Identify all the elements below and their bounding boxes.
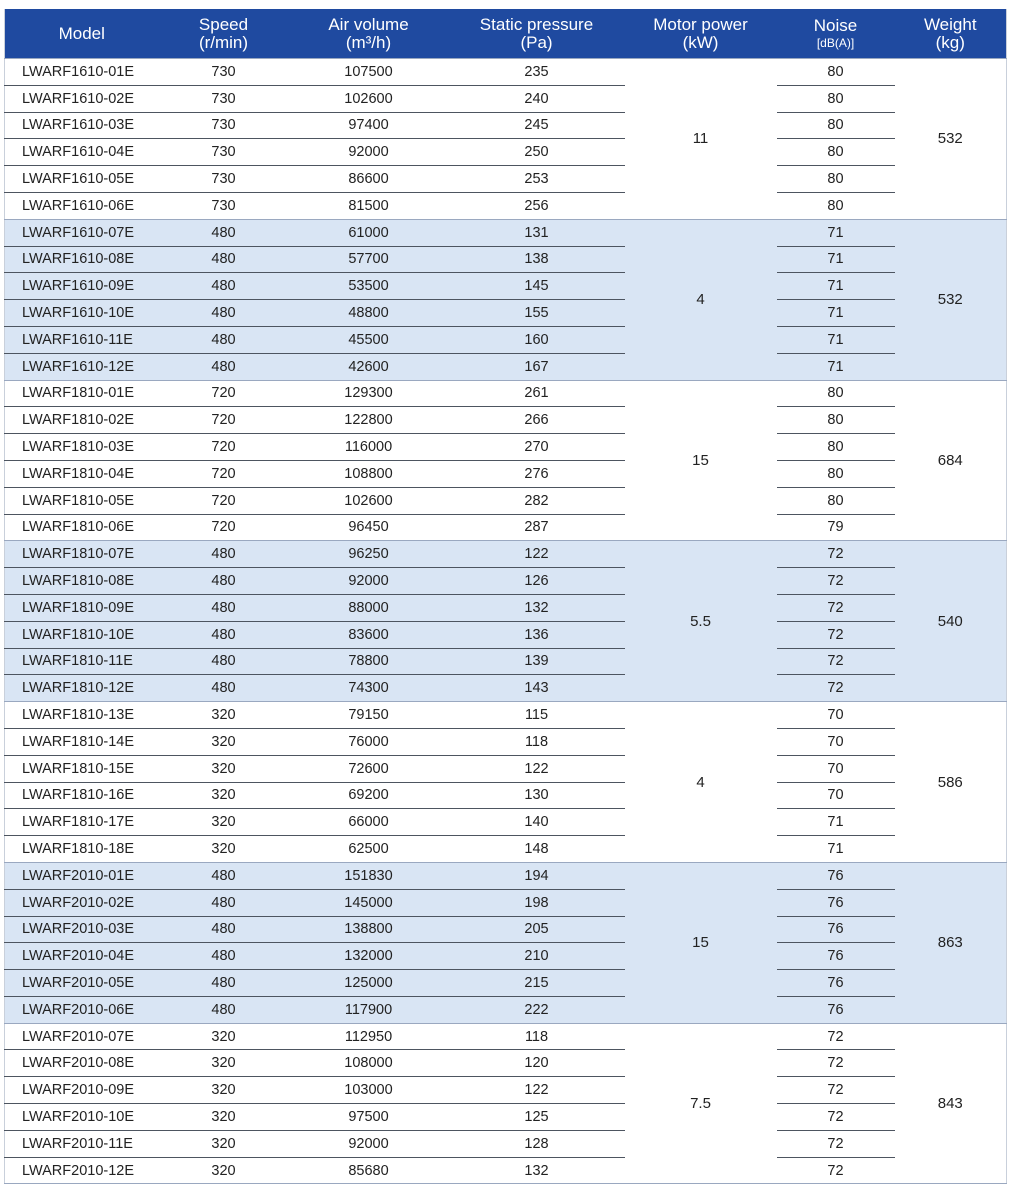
- model-cell: LWARF1810-08E: [5, 568, 159, 595]
- static-pressure-cell: 118: [449, 1023, 625, 1050]
- table-row: [5, 1077, 1007, 1104]
- air-volume-cell: 45500: [289, 326, 449, 353]
- table-row: [5, 621, 1007, 648]
- header-static-pressure: Static pressure (Pa): [449, 9, 625, 59]
- motor-power-cell: 11: [625, 59, 777, 220]
- air-volume-cell: 42600: [289, 353, 449, 380]
- model-cell: LWARF2010-12E: [5, 1157, 159, 1184]
- static-pressure-cell: 276: [449, 460, 625, 487]
- air-volume-cell: 83600: [289, 621, 449, 648]
- speed-cell: 320: [159, 1157, 289, 1184]
- air-volume-cell: 103000: [289, 1077, 449, 1104]
- noise-cell: 72: [777, 648, 895, 675]
- speed-cell: 480: [159, 273, 289, 300]
- air-volume-cell: 78800: [289, 648, 449, 675]
- noise-cell: 72: [777, 1077, 895, 1104]
- static-pressure-cell: 155: [449, 300, 625, 327]
- model-cell: LWARF2010-10E: [5, 1104, 159, 1131]
- noise-cell: 70: [777, 728, 895, 755]
- noise-cell: 80: [777, 460, 895, 487]
- noise-cell: 72: [777, 594, 895, 621]
- static-pressure-cell: 282: [449, 487, 625, 514]
- speed-cell: 720: [159, 487, 289, 514]
- air-volume-cell: 61000: [289, 219, 449, 246]
- air-volume-cell: 92000: [289, 1130, 449, 1157]
- noise-cell: 80: [777, 434, 895, 461]
- static-pressure-cell: 160: [449, 326, 625, 353]
- noise-cell: 71: [777, 809, 895, 836]
- noise-cell: 79: [777, 514, 895, 541]
- speed-cell: 730: [159, 192, 289, 219]
- static-pressure-cell: 210: [449, 943, 625, 970]
- noise-cell: 80: [777, 407, 895, 434]
- header-speed: Speed (r/min): [159, 9, 289, 59]
- table-row: [5, 728, 1007, 755]
- model-cell: LWARF2010-07E: [5, 1023, 159, 1050]
- model-cell: LWARF1610-07E: [5, 219, 159, 246]
- speed-cell: 730: [159, 166, 289, 193]
- model-cell: LWARF2010-08E: [5, 1050, 159, 1077]
- noise-cell: 72: [777, 1130, 895, 1157]
- speed-cell: 730: [159, 139, 289, 166]
- static-pressure-cell: 115: [449, 702, 625, 729]
- model-cell: LWARF1810-10E: [5, 621, 159, 648]
- table-row: [5, 702, 1007, 729]
- speed-cell: 480: [159, 889, 289, 916]
- noise-cell: 80: [777, 112, 895, 139]
- speed-cell: 320: [159, 1130, 289, 1157]
- table-body: [5, 59, 1007, 1184]
- noise-cell: 71: [777, 300, 895, 327]
- static-pressure-cell: 138: [449, 246, 625, 273]
- noise-cell: 72: [777, 541, 895, 568]
- noise-cell: 72: [777, 1104, 895, 1131]
- static-pressure-cell: 235: [449, 59, 625, 86]
- static-pressure-cell: 198: [449, 889, 625, 916]
- model-cell: LWARF1810-05E: [5, 487, 159, 514]
- model-cell: LWARF1810-17E: [5, 809, 159, 836]
- noise-cell: 72: [777, 568, 895, 595]
- model-cell: LWARF2010-06E: [5, 996, 159, 1023]
- model-cell: LWARF1810-15E: [5, 755, 159, 782]
- speed-cell: 320: [159, 728, 289, 755]
- model-cell: LWARF1610-10E: [5, 300, 159, 327]
- speed-cell: 480: [159, 246, 289, 273]
- static-pressure-cell: 287: [449, 514, 625, 541]
- air-volume-cell: 48800: [289, 300, 449, 327]
- speed-cell: 320: [159, 702, 289, 729]
- table-row: [5, 487, 1007, 514]
- speed-cell: 480: [159, 541, 289, 568]
- air-volume-cell: 117900: [289, 996, 449, 1023]
- speed-cell: 730: [159, 59, 289, 86]
- motor-power-cell: 7.5: [625, 1023, 777, 1184]
- air-volume-cell: 108000: [289, 1050, 449, 1077]
- weight-cell: 532: [895, 219, 1007, 380]
- speed-cell: 720: [159, 380, 289, 407]
- motor-power-cell: 15: [625, 380, 777, 541]
- noise-cell: 71: [777, 326, 895, 353]
- noise-cell: 71: [777, 273, 895, 300]
- model-cell: LWARF1810-12E: [5, 675, 159, 702]
- speed-cell: 480: [159, 326, 289, 353]
- noise-cell: 70: [777, 702, 895, 729]
- noise-cell: 80: [777, 380, 895, 407]
- speed-cell: 320: [159, 836, 289, 863]
- noise-cell: 72: [777, 621, 895, 648]
- model-cell: LWARF1810-16E: [5, 782, 159, 809]
- table-row: [5, 166, 1007, 193]
- air-volume-cell: 129300: [289, 380, 449, 407]
- model-cell: LWARF1810-02E: [5, 407, 159, 434]
- air-volume-cell: 74300: [289, 675, 449, 702]
- speed-cell: 480: [159, 648, 289, 675]
- static-pressure-cell: 245: [449, 112, 625, 139]
- noise-cell: 80: [777, 139, 895, 166]
- air-volume-cell: 97500: [289, 1104, 449, 1131]
- noise-cell: 72: [777, 675, 895, 702]
- static-pressure-cell: 125: [449, 1104, 625, 1131]
- table-row: [5, 996, 1007, 1023]
- table-row: [5, 407, 1007, 434]
- air-volume-cell: 116000: [289, 434, 449, 461]
- noise-cell: 72: [777, 1157, 895, 1184]
- weight-cell: 684: [895, 380, 1007, 541]
- air-volume-cell: 92000: [289, 568, 449, 595]
- weight-cell: 540: [895, 541, 1007, 702]
- speed-cell: 480: [159, 675, 289, 702]
- air-volume-cell: 107500: [289, 59, 449, 86]
- table-row: [5, 326, 1007, 353]
- noise-cell: 80: [777, 487, 895, 514]
- static-pressure-cell: 266: [449, 407, 625, 434]
- noise-cell: 80: [777, 192, 895, 219]
- table-row: [5, 568, 1007, 595]
- static-pressure-cell: 126: [449, 568, 625, 595]
- model-cell: LWARF1610-02E: [5, 85, 159, 112]
- model-cell: LWARF2010-03E: [5, 916, 159, 943]
- air-volume-cell: 97400: [289, 112, 449, 139]
- model-cell: LWARF1810-01E: [5, 380, 159, 407]
- table-row: [5, 970, 1007, 997]
- static-pressure-cell: 131: [449, 219, 625, 246]
- speed-cell: 320: [159, 1050, 289, 1077]
- speed-cell: 320: [159, 1104, 289, 1131]
- table-row: [5, 541, 1007, 568]
- motor-power-cell: 4: [625, 702, 777, 863]
- model-cell: LWARF2010-11E: [5, 1130, 159, 1157]
- model-cell: LWARF1610-06E: [5, 192, 159, 219]
- noise-cell: 72: [777, 1050, 895, 1077]
- speed-cell: 480: [159, 916, 289, 943]
- header-row: [5, 9, 1007, 59]
- table-row: [5, 460, 1007, 487]
- table-row: [5, 1104, 1007, 1131]
- model-cell: LWARF1810-03E: [5, 434, 159, 461]
- table-row: [5, 1050, 1007, 1077]
- static-pressure-cell: 132: [449, 594, 625, 621]
- air-volume-cell: 66000: [289, 809, 449, 836]
- static-pressure-cell: 256: [449, 192, 625, 219]
- motor-power-cell: 5.5: [625, 541, 777, 702]
- air-volume-cell: 132000: [289, 943, 449, 970]
- noise-cell: 70: [777, 755, 895, 782]
- air-volume-cell: 88000: [289, 594, 449, 621]
- static-pressure-cell: 140: [449, 809, 625, 836]
- model-cell: LWARF1610-03E: [5, 112, 159, 139]
- static-pressure-cell: 122: [449, 541, 625, 568]
- noise-cell: 76: [777, 970, 895, 997]
- model-cell: LWARF1810-07E: [5, 541, 159, 568]
- air-volume-cell: 85680: [289, 1157, 449, 1184]
- model-cell: LWARF1810-14E: [5, 728, 159, 755]
- static-pressure-cell: 145: [449, 273, 625, 300]
- weight-cell: 532: [895, 59, 1007, 220]
- table-row: [5, 300, 1007, 327]
- speed-cell: 480: [159, 219, 289, 246]
- air-volume-cell: 122800: [289, 407, 449, 434]
- motor-power-cell: 15: [625, 862, 777, 1023]
- model-cell: LWARF1610-08E: [5, 246, 159, 273]
- table-row: [5, 219, 1007, 246]
- static-pressure-cell: 253: [449, 166, 625, 193]
- model-cell: LWARF1610-11E: [5, 326, 159, 353]
- static-pressure-cell: 148: [449, 836, 625, 863]
- model-cell: LWARF2010-02E: [5, 889, 159, 916]
- air-volume-cell: 145000: [289, 889, 449, 916]
- air-volume-cell: 102600: [289, 85, 449, 112]
- speed-cell: 320: [159, 782, 289, 809]
- table-row: [5, 139, 1007, 166]
- header-noise: Noise [dB(A)]: [777, 9, 895, 59]
- header-weight: Weight (kg): [895, 9, 1007, 59]
- table-row: [5, 1157, 1007, 1184]
- noise-cell: 71: [777, 246, 895, 273]
- noise-cell: 71: [777, 219, 895, 246]
- header-air-volume: Air volume (m³/h): [289, 9, 449, 59]
- model-cell: LWARF1810-09E: [5, 594, 159, 621]
- noise-cell: 71: [777, 836, 895, 863]
- speed-cell: 320: [159, 1023, 289, 1050]
- static-pressure-cell: 143: [449, 675, 625, 702]
- noise-cell: 80: [777, 166, 895, 193]
- air-volume-cell: 112950: [289, 1023, 449, 1050]
- speed-cell: 720: [159, 460, 289, 487]
- static-pressure-cell: 136: [449, 621, 625, 648]
- static-pressure-cell: 240: [449, 85, 625, 112]
- model-cell: LWARF1610-09E: [5, 273, 159, 300]
- air-volume-cell: 92000: [289, 139, 449, 166]
- air-volume-cell: 151830: [289, 862, 449, 889]
- noise-cell: 76: [777, 916, 895, 943]
- air-volume-cell: 62500: [289, 836, 449, 863]
- header-motor-power: Motor power (kW): [625, 9, 777, 59]
- static-pressure-cell: 194: [449, 862, 625, 889]
- model-cell: LWARF2010-05E: [5, 970, 159, 997]
- speed-cell: 480: [159, 353, 289, 380]
- fan-spec-table: [4, 9, 1007, 1184]
- static-pressure-cell: 270: [449, 434, 625, 461]
- header-model: Model: [5, 9, 159, 59]
- air-volume-cell: 96450: [289, 514, 449, 541]
- static-pressure-cell: 261: [449, 380, 625, 407]
- table-row: [5, 246, 1007, 273]
- speed-cell: 480: [159, 621, 289, 648]
- speed-cell: 480: [159, 300, 289, 327]
- speed-cell: 480: [159, 568, 289, 595]
- table-row: [5, 675, 1007, 702]
- speed-cell: 320: [159, 755, 289, 782]
- static-pressure-cell: 122: [449, 755, 625, 782]
- model-cell: LWARF2010-04E: [5, 943, 159, 970]
- speed-cell: 720: [159, 407, 289, 434]
- model-cell: LWARF1810-11E: [5, 648, 159, 675]
- speed-cell: 480: [159, 943, 289, 970]
- speed-cell: 320: [159, 809, 289, 836]
- static-pressure-cell: 132: [449, 1157, 625, 1184]
- table-row: [5, 59, 1007, 86]
- speed-cell: 720: [159, 514, 289, 541]
- table-row: [5, 836, 1007, 863]
- model-cell: LWARF2010-09E: [5, 1077, 159, 1104]
- motor-power-cell: 4: [625, 219, 777, 380]
- model-cell: LWARF1810-04E: [5, 460, 159, 487]
- air-volume-cell: 102600: [289, 487, 449, 514]
- table-row: [5, 1023, 1007, 1050]
- speed-cell: 720: [159, 434, 289, 461]
- static-pressure-cell: 128: [449, 1130, 625, 1157]
- model-cell: LWARF1610-01E: [5, 59, 159, 86]
- noise-cell: 76: [777, 862, 895, 889]
- air-volume-cell: 81500: [289, 192, 449, 219]
- air-volume-cell: 69200: [289, 782, 449, 809]
- table-row: [5, 112, 1007, 139]
- model-cell: LWARF1610-05E: [5, 166, 159, 193]
- noise-cell: 72: [777, 1023, 895, 1050]
- static-pressure-cell: 120: [449, 1050, 625, 1077]
- table-row: [5, 514, 1007, 541]
- air-volume-cell: 57700: [289, 246, 449, 273]
- air-volume-cell: 76000: [289, 728, 449, 755]
- static-pressure-cell: 167: [449, 353, 625, 380]
- speed-cell: 320: [159, 1077, 289, 1104]
- model-cell: LWARF1810-18E: [5, 836, 159, 863]
- speed-cell: 480: [159, 996, 289, 1023]
- speed-cell: 480: [159, 594, 289, 621]
- noise-cell: 70: [777, 782, 895, 809]
- model-cell: LWARF1610-04E: [5, 139, 159, 166]
- noise-cell: 71: [777, 353, 895, 380]
- spec-table-container: [4, 9, 1006, 1184]
- table-row: [5, 809, 1007, 836]
- table-row: [5, 782, 1007, 809]
- static-pressure-cell: 222: [449, 996, 625, 1023]
- weight-cell: 843: [895, 1023, 1007, 1184]
- table-row: [5, 434, 1007, 461]
- static-pressure-cell: 215: [449, 970, 625, 997]
- air-volume-cell: 86600: [289, 166, 449, 193]
- static-pressure-cell: 205: [449, 916, 625, 943]
- speed-cell: 730: [159, 85, 289, 112]
- table-row: [5, 1130, 1007, 1157]
- static-pressure-cell: 118: [449, 728, 625, 755]
- speed-cell: 480: [159, 862, 289, 889]
- table-row: [5, 273, 1007, 300]
- table-row: [5, 755, 1007, 782]
- model-cell: LWARF1610-12E: [5, 353, 159, 380]
- weight-cell: 586: [895, 702, 1007, 863]
- static-pressure-cell: 122: [449, 1077, 625, 1104]
- table-row: [5, 916, 1007, 943]
- air-volume-cell: 96250: [289, 541, 449, 568]
- noise-cell: 80: [777, 85, 895, 112]
- table-header: [5, 9, 1007, 59]
- table-row: [5, 353, 1007, 380]
- static-pressure-cell: 130: [449, 782, 625, 809]
- air-volume-cell: 53500: [289, 273, 449, 300]
- table-row: [5, 889, 1007, 916]
- air-volume-cell: 125000: [289, 970, 449, 997]
- static-pressure-cell: 139: [449, 648, 625, 675]
- weight-cell: 863: [895, 862, 1007, 1023]
- table-row: [5, 380, 1007, 407]
- static-pressure-cell: 250: [449, 139, 625, 166]
- air-volume-cell: 108800: [289, 460, 449, 487]
- noise-cell: 76: [777, 996, 895, 1023]
- table-row: [5, 862, 1007, 889]
- table-row: [5, 594, 1007, 621]
- table-row: [5, 648, 1007, 675]
- air-volume-cell: 72600: [289, 755, 449, 782]
- table-row: [5, 192, 1007, 219]
- table-row: [5, 85, 1007, 112]
- speed-cell: 480: [159, 970, 289, 997]
- noise-cell: 76: [777, 943, 895, 970]
- noise-cell: 80: [777, 59, 895, 86]
- model-cell: LWARF2010-01E: [5, 862, 159, 889]
- model-cell: LWARF1810-13E: [5, 702, 159, 729]
- table-row: [5, 943, 1007, 970]
- air-volume-cell: 138800: [289, 916, 449, 943]
- speed-cell: 730: [159, 112, 289, 139]
- noise-cell: 76: [777, 889, 895, 916]
- air-volume-cell: 79150: [289, 702, 449, 729]
- model-cell: LWARF1810-06E: [5, 514, 159, 541]
